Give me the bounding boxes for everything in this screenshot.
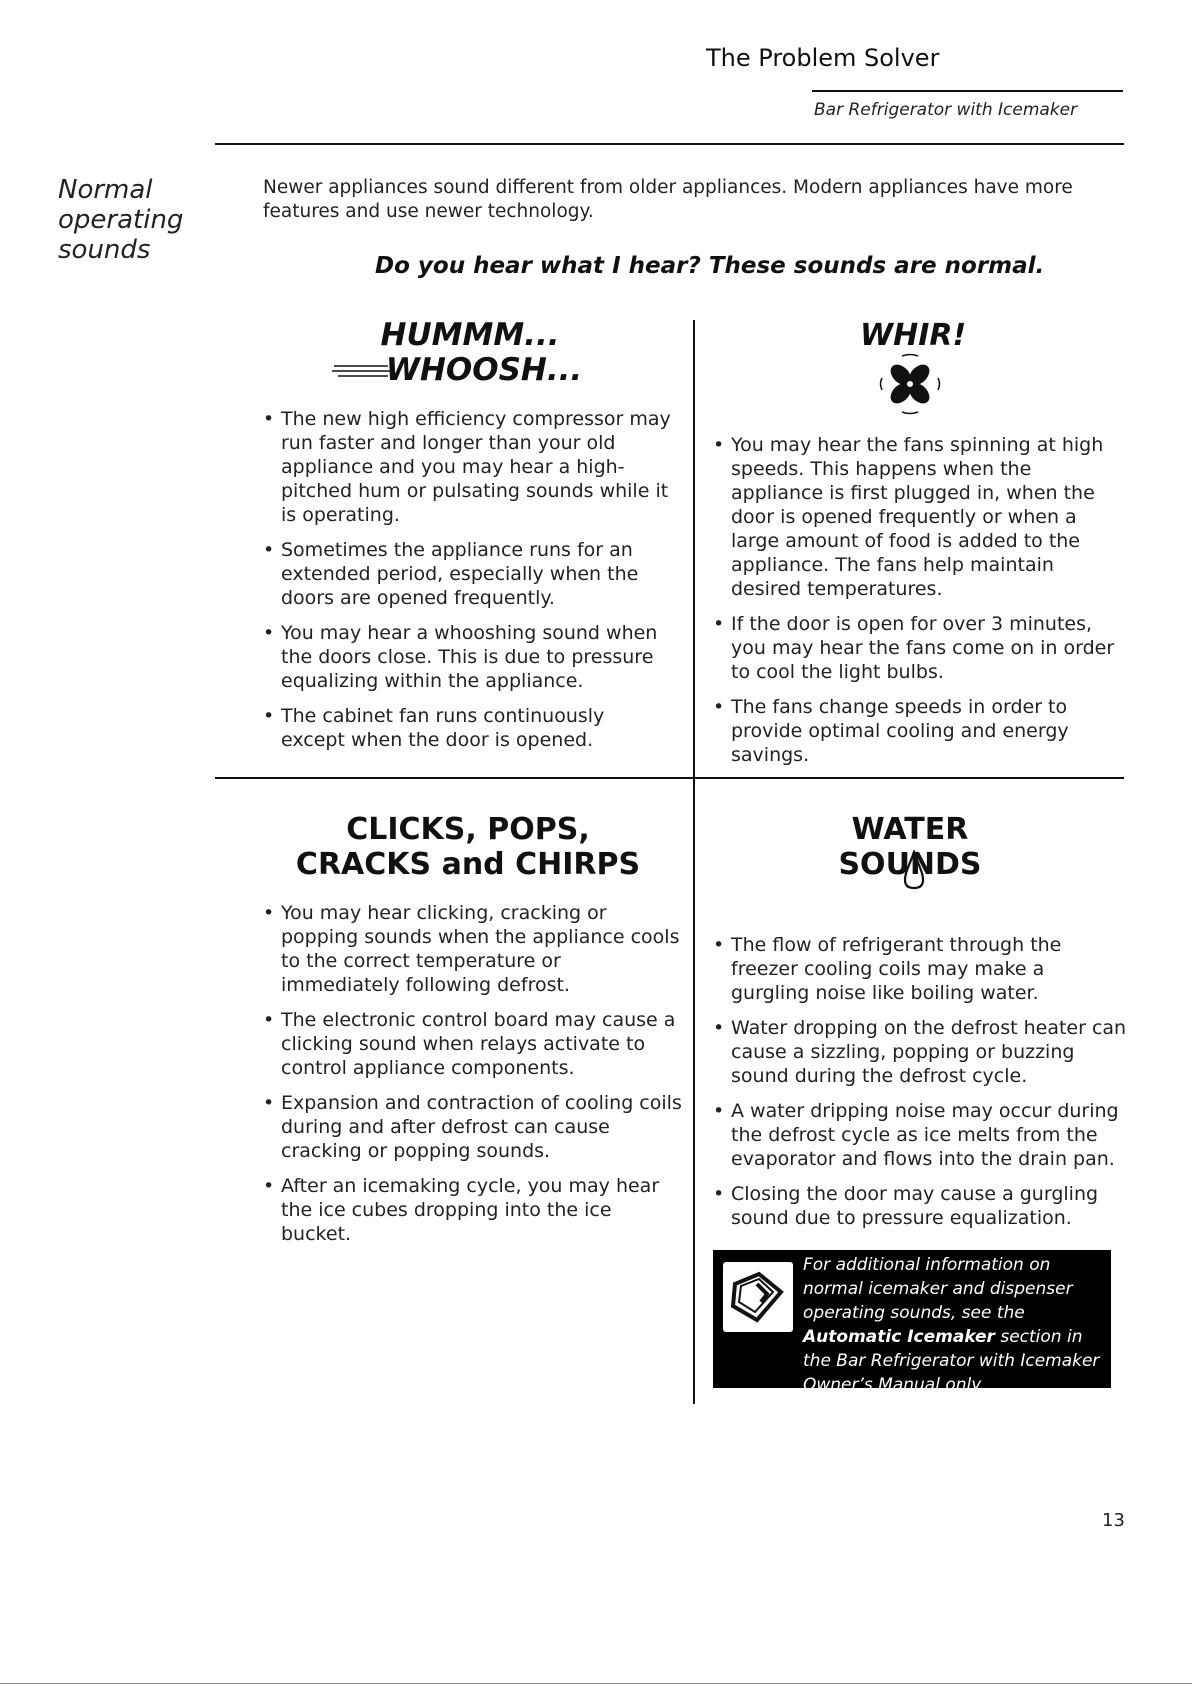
water-drop-icon [903, 850, 925, 890]
page-number: 13 [1102, 1510, 1125, 1531]
side-heading [58, 175, 183, 265]
water-bullet-list [713, 933, 1128, 1241]
list-item: • The new high efficiency compressor may run faster and longer than your old appliance and you may hear a high-pitched hum or pulsating sounds while it is operating. [263, 407, 673, 527]
bottom-edge-line [0, 1683, 1192, 1684]
list-item: • The flow of refrigerant through the freezer cooling coils may make a gurgling noise like boiling water. [713, 933, 1128, 1005]
note-text [803, 1253, 1103, 1397]
note-text-bold: Automatic Icemaker [803, 1327, 995, 1347]
header-divider [812, 90, 1123, 92]
list-item: • Sometimes the appliance runs for an extended period, especially when the doors are opened frequently. [263, 538, 673, 610]
list-item: • The fans change speeds in order to provide optimal cooling and energy savings. [713, 695, 1128, 767]
whoosh-lines-icon [332, 362, 392, 382]
list-item: • You may hear a whooshing sound when the doors close. This is due to pressure equalizing within the appliance. [263, 621, 673, 693]
note-text-part: For additional information on normal icemaker and dispenser operating sounds, see the [803, 1255, 1073, 1323]
intro-paragraph: Newer appliances sound different from older appliances. Modern appliances have more features and use newer technology. [263, 177, 1073, 222]
side-heading-line: Normal [58, 175, 153, 205]
list-item: • Water dropping on the defrost heater can cause a sizzling, popping or buzzing sound during the defrost cycle. [713, 1016, 1128, 1088]
clicks-heading-line: CRACKS and CHIRPS [295, 847, 641, 882]
list-item: • Closing the door may cause a gurgling sound due to pressure equalization. [713, 1182, 1128, 1230]
list-item: • You may hear clicking, cracking or popping sounds when the appliance cools to the correct temperature or immediately following defrost. [263, 901, 683, 997]
list-item: • If the door is open for over 3 minutes, you may hear the fans come on in order to cool the light bulbs. [713, 612, 1128, 684]
page-header-subtitle: Bar Refrigerator with Icemaker [814, 100, 1078, 120]
manual-book-icon [723, 1262, 793, 1332]
side-heading-line: operating [58, 205, 184, 235]
clicks-heading [263, 812, 673, 882]
list-item: • Expansion and contraction of cooling coils during and after defrost can cause cracking or popping sounds. [263, 1091, 683, 1163]
whir-heading: WHIR! [860, 318, 967, 353]
clicks-bullet-list [263, 901, 683, 1257]
fan-icon [878, 352, 942, 416]
section-divider [215, 143, 1124, 145]
whir-bullet-list [713, 433, 1128, 778]
hum-heading-line [330, 353, 610, 388]
list-item: • The cabinet fan runs continuously except when the door is opened. [263, 704, 673, 752]
clicks-heading-line: CLICKS, POPS, [346, 812, 590, 847]
water-heading: WATER SOUNDS [838, 812, 982, 882]
list-item: • After an icemaking cycle, you may hear the ice cubes dropping into the ice bucket. [263, 1174, 683, 1246]
whoosh-text: WHOOSH... [385, 352, 583, 388]
tagline: Do you hear what I hear? These sounds are normal. [375, 253, 1045, 279]
note-text-part: section in the Bar Refrigerator with Icemaker Owner’s Manual only. [803, 1327, 1100, 1395]
hum-bullet-list [263, 407, 673, 763]
list-item: • The electronic control board may cause a clicking sound when relays activate to control appliance components. [263, 1008, 683, 1080]
page-header-title: The Problem Solver [706, 44, 940, 72]
list-item: • A water dripping noise may occur during the defrost cycle as ice melts from the evaporator and flows into the drain pan. [713, 1099, 1128, 1171]
list-item: • You may hear the fans spinning at high speeds. This happens when the appliance is first plugged in, when the door is opened frequently or when a large amount of food is added to the appliance. The fans help maintain desired temperatures. [713, 433, 1128, 601]
side-heading-line: sounds [58, 235, 151, 265]
hum-heading-line: HUMMM... [380, 317, 560, 353]
hum-heading [330, 318, 610, 388]
column-divider [693, 320, 695, 1404]
